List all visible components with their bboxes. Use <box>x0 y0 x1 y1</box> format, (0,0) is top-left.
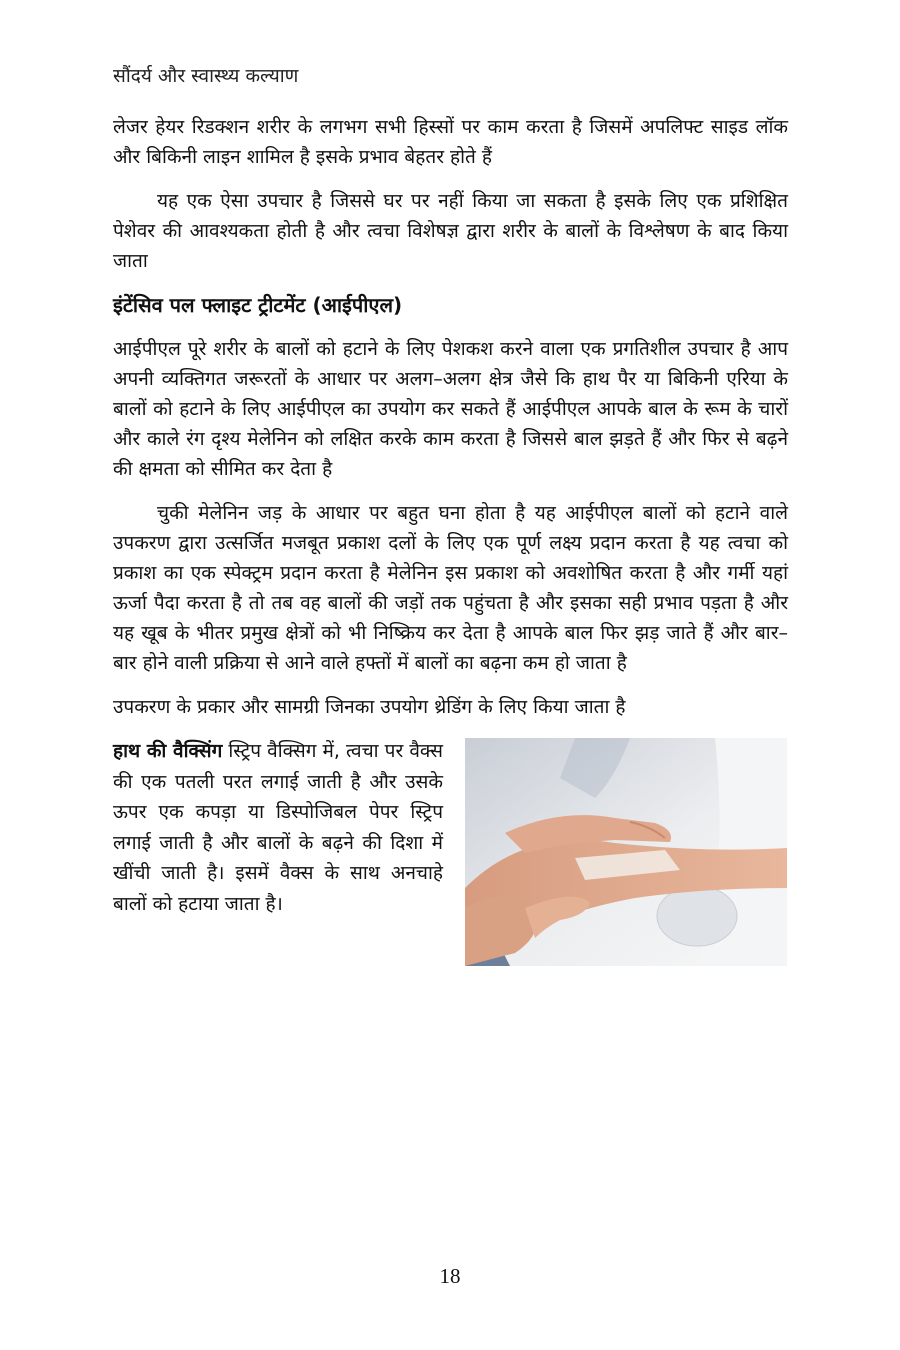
paragraph-laser: लेजर हेयर रिडक्शन शरीर के लगभग सभी हिस्सों पर काम करता है जिसमें अपलिफ्ट साइड लॉक और बिकिनी लाइन शामिल है इसके प्रभाव बेहतर होते हैं <box>113 116 788 168</box>
waxing-text: स्ट्रिप वैक्सिग में, त्वचा पर वैक्स की एक पतली परत लगाई जाती है और उसके ऊपर एक कपड़ा या डिस्पोजिबल पेपर स्ट्रिप लगाई जाती है और बालों के बढ़ने की दिशा में खींची जाती है। इसमें वैक्स के साथ अनचाहे बालों को हटाया जाता है। <box>113 740 443 915</box>
main-content <box>113 112 788 981</box>
paragraph-melanin: चुकी मेलेनिन जड़ के आधार पर बहुत घना होता है यह आईपीएल बालों को हटाने वाले उपकरण द्वारा उत्सर्जित मजबूत प्रकाश दलों के लिए एक पूर्ण लक्ष्य प्रदान करता है यह त्वचा को प्रकाश का एक स्पेक्ट्रम प्रदान करता है मेलेनिन इस प्रकाश को अवशोषित करता है और गर्मी यहां ऊर्जा पैदा करता है तो तब वह बालों की जड़ों तक पहुंचता है और इसका सही प्रभाव पड़ता है और यह खूब के भीतर प्रमुख क्षेत्रों को भी निष्क्रिय कर देता है आपके बाल फिर झड़ जाते हैं और बार–बार होने वाली प्रक्रिया से आने वाले हफ्तों में बालों का बढ़ना कम हो जाता है <box>113 502 788 674</box>
hand-waxing-illustration <box>465 738 787 966</box>
page-number: 18 <box>439 1264 461 1288</box>
hand-waxing-photo <box>465 738 787 966</box>
waxing-label: हाथ की वैक्सिंग <box>113 740 223 762</box>
section-heading-ipl: इंटेंसिव पल फ्लाइट ट्रीटमेंट (आईपीएल) <box>113 293 403 317</box>
paragraph-treatment-note: यह एक ऐसा उपचार है जिससे घर पर नहीं किया जा सकता है इसके लिए एक प्रशिक्षित पेशेवर की आवश्यकता होती है और त्वचा विशेषज्ञ द्वारा शरीर के बालों के विश्लेषण के बाद किया जाता <box>113 190 788 272</box>
waxing-description <box>113 736 443 919</box>
paragraph-tools: उपकरण के प्रकार और सामग्री जिनका उपयोग थ्रेडिंग के लिए किया जाता है <box>113 696 626 718</box>
waxing-section <box>113 736 788 981</box>
paragraph-ipl-intro: आईपीएल पूरे शरीर के बालों को हटाने के लिए पेशकश करने वाला एक प्रगतिशील उपचार है आप अपनी व्यक्तिगत जरूरतों के आधार पर अलग–अलग क्षेत्र जैसे कि हाथ पैर या बिकिनी एरिया के बालों को हटाने के लिए आईपीएल का उपयोग कर सकते हैं आईपीएल आपके बाल के रूम के चारों और काले रंग दृश्य मेलेनिन को लक्षित करके काम करता है जिससे बाल झड़ते हैं और फिर से बढ़ने की क्षमता को सीमित कर देता है <box>113 338 788 480</box>
running-header: सौंदर्य और स्वास्थ्य कल्याण <box>113 65 299 87</box>
